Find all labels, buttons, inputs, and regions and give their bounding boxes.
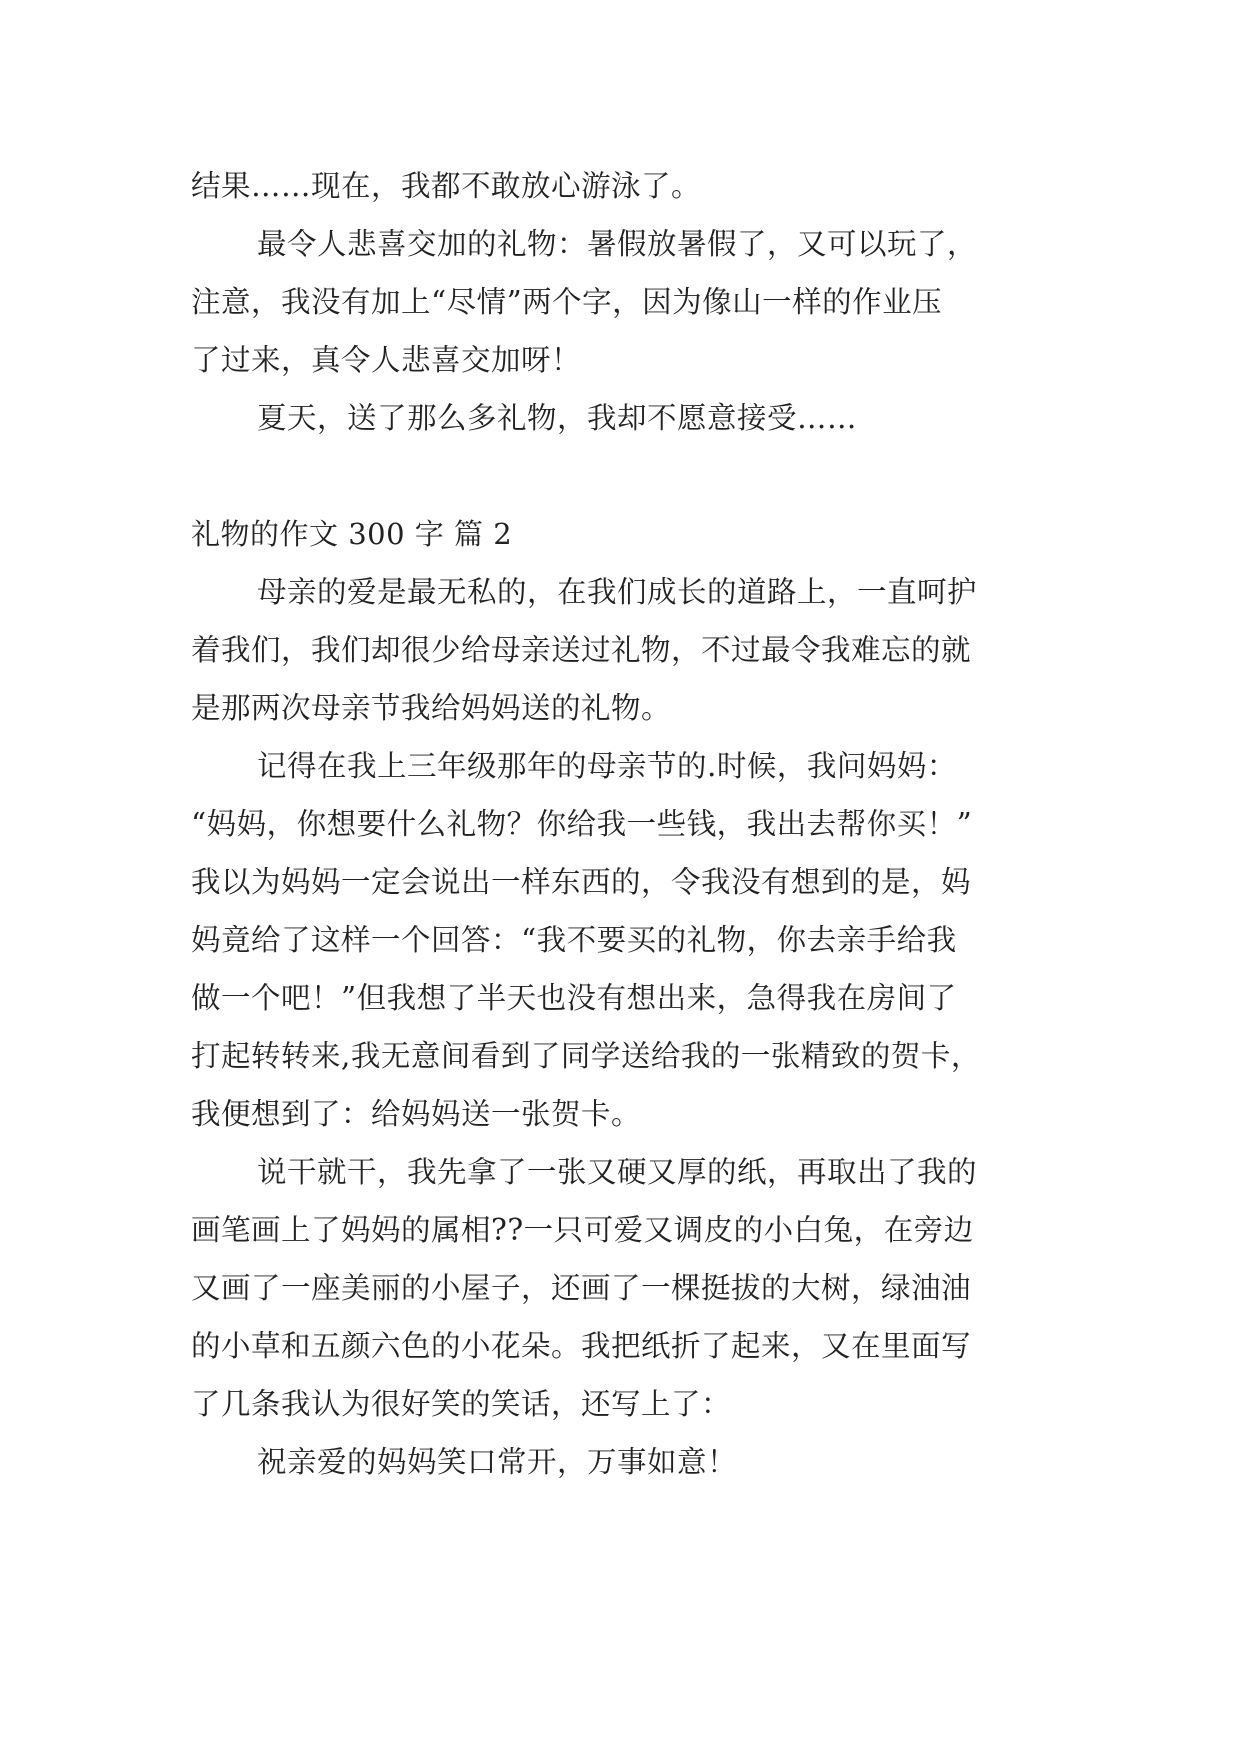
paragraph-line: 做一个吧！”但我想了半天也没有想出来，急得我在房间了 (191, 981, 957, 1015)
section-gap (191, 447, 1051, 505)
section-heading: 礼物的作文 300 字 篇 2 (191, 517, 513, 551)
paragraph-line: 注意，我没有加上“尽情”两个字，因为像山一样的作业压 (191, 285, 943, 319)
paragraph-line: 画笔画上了妈妈的属相??一只可爱又调皮的小白兔，在旁边 (191, 1213, 974, 1247)
paragraph-line: 打起转转来,我无意间看到了同学送给我的一张精致的贺卡， (191, 1039, 981, 1073)
paragraph-line: 最令人悲喜交加的礼物：暑假放暑假了，又可以玩了， (257, 227, 978, 261)
paragraph-line: 结果……现在，我都不敢放心游泳了。 (191, 169, 702, 203)
paragraph-line: 妈竟给了这样一个回答：“我不要买的礼物，你去亲手给我 (191, 923, 957, 957)
paragraph-line: 记得在我上三年级那年的母亲节的.时候，我问妈妈： (257, 749, 957, 783)
paragraph-line: 又画了一座美丽的小屋子，还画了一棵挺拔的大树，绿油油 (191, 1271, 972, 1305)
paragraph-line: 了几条我认为很好笑的笑话，还写上了： (191, 1387, 732, 1421)
paragraph-line: 了过来，真令人悲喜交加呀！ (191, 343, 582, 377)
paragraph-line: 夏天，送了那么多礼物，我却不愿意接受…… (257, 401, 858, 435)
paragraph-line: “妈妈，你想要什么礼物？你给我一些钱，我出去帮你买！” (191, 807, 973, 841)
paragraph-line: 的小草和五颜六色的小花朵。我把纸折了起来，又在里面写 (191, 1329, 972, 1363)
paragraph-line: 祝亲爱的妈妈笑口常开，万事如意！ (257, 1445, 738, 1479)
paragraph-line: 我便想到了：给妈妈送一张贺卡。 (191, 1097, 642, 1131)
paragraph-line: 是那两次母亲节我给妈妈送的礼物。 (191, 691, 672, 725)
paragraph-line: 着我们，我们却很少给母亲送过礼物，不过最令我难忘的就 (191, 633, 972, 667)
paragraph-line: 母亲的爱是最无私的，在我们成长的道路上，一直呵护 (257, 575, 978, 609)
paragraph-line: 说干就干，我先拿了一张又硬又厚的纸，再取出了我的 (257, 1155, 978, 1189)
paragraph-line: 我以为妈妈一定会说出一样东西的，令我没有想到的是，妈 (191, 865, 972, 899)
essay-body (191, 157, 1051, 1491)
